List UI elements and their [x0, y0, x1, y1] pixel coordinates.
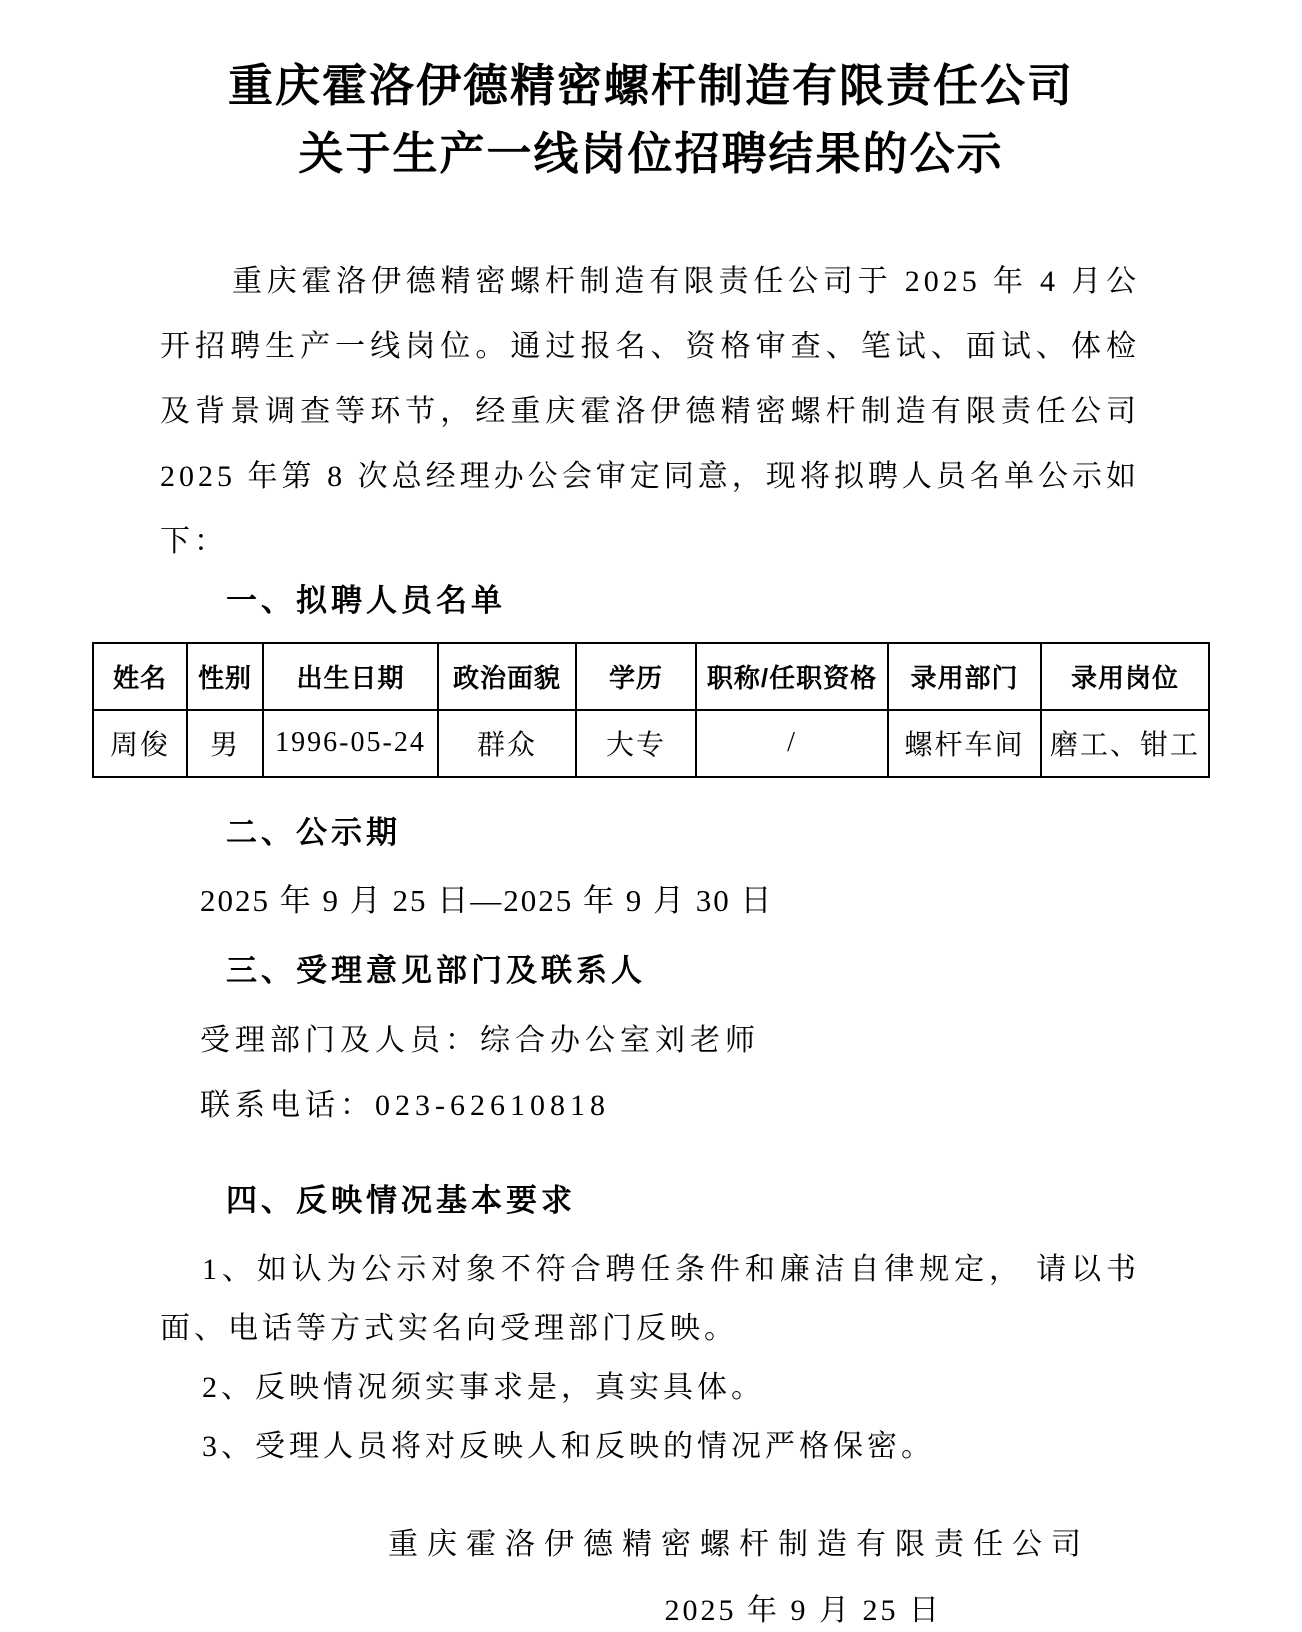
candidate-table: [92, 642, 1210, 778]
cell-birthdate: 1996-05-24: [263, 710, 438, 777]
publicity-period: 2025 年 9 月 25 日—2025 年 9 月 30 日: [200, 882, 774, 918]
document-title-line1: 重庆霍洛伊德精密螺杆制造有限责任公司: [227, 61, 1074, 111]
contact-department-line: 受理部门及人员：综合办公室刘老师: [200, 1023, 760, 1057]
cell-political-status: 群众: [438, 710, 576, 777]
cell-gender: 男: [187, 710, 263, 777]
requirement-item-1: 1、如认为公示对象不符合聘任条件和廉洁自律规定， 请以书面、电话等方式实名向受理部门反映。: [160, 1252, 1140, 1345]
section2-heading: 二、公示期: [226, 814, 401, 850]
col-header-political-status: 政治面貌: [438, 643, 576, 710]
col-header-birthdate: 出生日期: [263, 643, 438, 710]
contact-phone-line: 联系电话：023-62610818: [200, 1088, 610, 1122]
signature-company: 重庆霍洛伊德精密螺杆制造有限责任公司: [388, 1527, 1090, 1561]
signature-date: 2025 年 9 月 25 日: [664, 1593, 942, 1627]
cell-education: 大专: [576, 710, 696, 777]
col-header-name: 姓名: [93, 643, 187, 710]
table-row: [93, 710, 1209, 777]
section3-heading: 三、受理意见部门及联系人: [226, 952, 646, 988]
cell-department: 螺杆车间: [888, 710, 1041, 777]
cell-position: 磨工、钳工: [1041, 710, 1209, 777]
cell-name: 周俊: [93, 710, 187, 777]
contact-block: [0, 1008, 1302, 1138]
col-header-department: 录用部门: [888, 643, 1041, 710]
col-header-qualification: 职称/任职资格: [696, 643, 888, 710]
requirement-item-3: 3、受理人员将对反映人和反映的情况严格保密。: [202, 1429, 935, 1463]
document-title-line2: 关于生产一线岗位招聘结果的公示: [298, 129, 1004, 180]
col-header-gender: 性别: [187, 643, 263, 710]
col-header-education: 学历: [576, 643, 696, 710]
requirement-item-2: 2、反映情况须实事求是，真实具体。: [202, 1370, 765, 1404]
col-header-position: 录用岗位: [1041, 643, 1209, 710]
table-header-row: [93, 643, 1209, 710]
cell-qualification: /: [696, 710, 888, 777]
section4-heading: 四、反映情况基本要求: [226, 1182, 576, 1218]
intro-paragraph: 重庆霍洛伊德精密螺杆制造有限责任公司于 2025 年 4 月公开招聘生产一线岗位。通过报名、资格审查、笔试、面试、体检及背景调查等环节，经重庆霍洛伊德精密螺杆制造有限责任公司 2025 年第 8 次总经理办公会审定同意，现将拟聘人员名单公示如下：: [160, 264, 1140, 558]
requirements-list: [0, 1240, 1302, 1476]
section1-heading: 一、拟聘人员名单: [226, 582, 506, 618]
document-title: [0, 0, 1302, 189]
